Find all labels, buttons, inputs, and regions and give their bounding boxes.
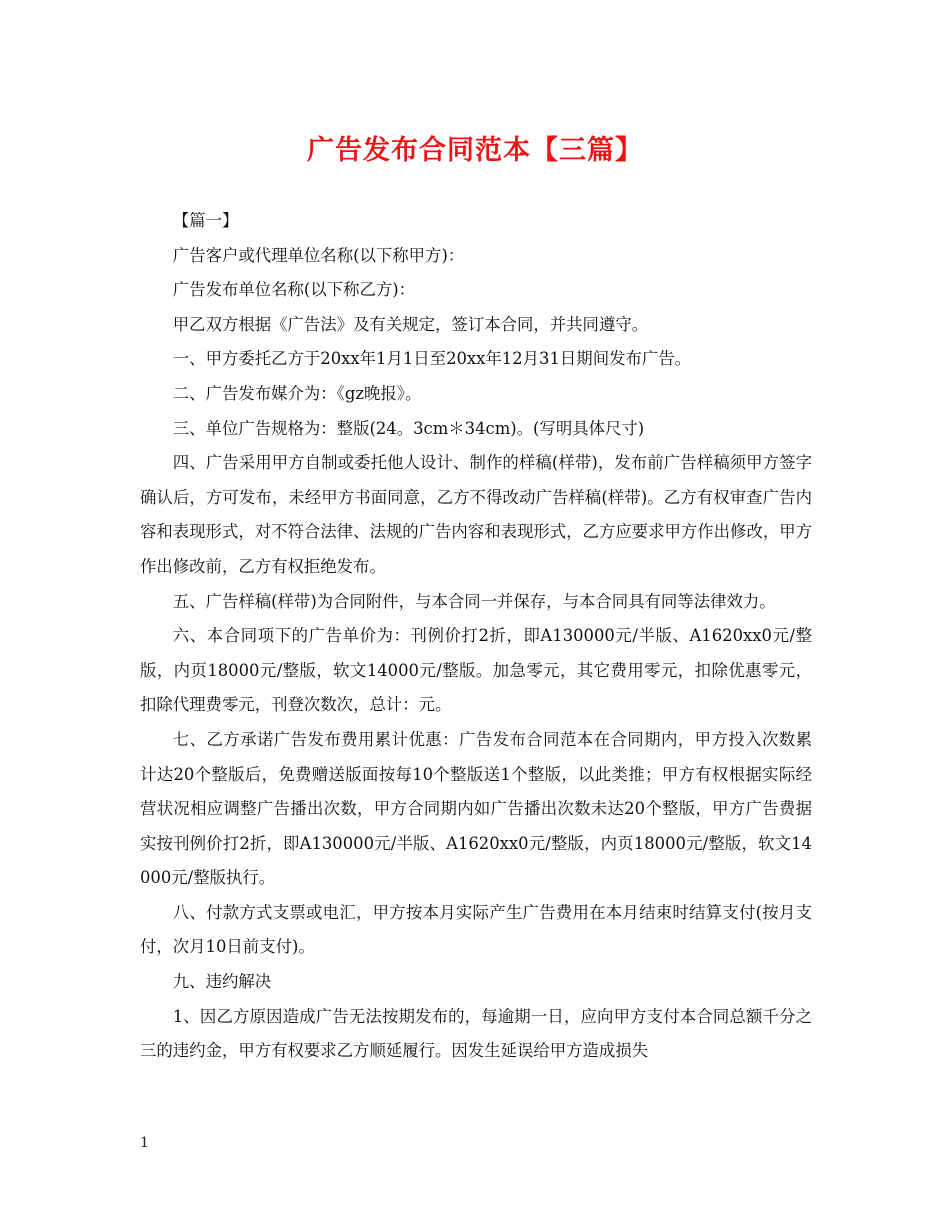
paragraph: 九、违约解决 [172, 972, 272, 992]
paragraph: 广告发布单位名称(以下称乙方)： [172, 280, 416, 300]
paragraph: 六、本合同项下的广告单价为：刊例价打2折，即A130000元/半版、A1620xx0元/整版，内页18000元/整版，软文14000元/整版。加急零元，其它费用零元，扣除优惠零元，扣除代理费零元，刊登次数次，总计：元。 [140, 626, 812, 715]
paragraph: 甲乙双方根据《广告法》及有关规定，签订本合同，并共同遵守。 [172, 314, 649, 334]
paragraph: 八、付款方式支票或电汇，甲方按本月实际产生广告费用在本月结束时结算支付(按月支付，次月10日前支付)。 [140, 902, 812, 957]
paragraph: 1、因乙方原因造成广告无法按期发布的，每逾期一日，应向甲方支付本合同总额千分之三的违约金，甲方有权要求乙方顺延履行。因发生延误给甲方造成损失 [140, 1006, 812, 1061]
section-heading: 【篇一】 [172, 211, 239, 230]
paragraph: 七、乙方承诺广告发布费用累计优惠：广告发布合同范本在合同期内，甲方投入次数累计达20个整版后，免费赠送版面按每10个整版送1个整版，以此类推；甲方有权根据实际经营状况相应调整广告播出次数，甲方合同期内如广告播出次数未达20个整版，甲方广告费据实按刊例价打2折，即A130000元/半版、A1620xx0元/整版，内页18000元/整版，软文14000元/整版执行。 [140, 729, 812, 888]
document-body [140, 204, 812, 1069]
page-number: 1 [140, 1135, 149, 1151]
paragraph: 三、单位广告规格为：整版(24。3cm＊34cm)。(写明具体尺寸) [172, 418, 645, 438]
paragraph: 广告客户或代理单位名称(以下称甲方)： [172, 245, 465, 265]
document-title: 广告发布合同范本【三篇】 [307, 135, 643, 166]
paragraph: 二、广告发布媒介为：《gz晚报》。 [172, 383, 422, 403]
paragraph: 五、广告样稿(样带)为合同附件，与本合同一并保存，与本合同具有同等法律效力。 [172, 591, 776, 611]
paragraph: 一、甲方委托乙方于20xx年1月1日至20xx年12月31日期间发布广告。 [172, 349, 692, 369]
paragraph: 四、广告采用甲方自制或委托他人设计、制作的样稿(样带)，发布前广告样稿须甲方签字确认后，方可发布，未经甲方书面同意，乙方不得改动广告样稿(样带)。乙方有权审查广告内容和表现形式，对不符合法律、法规的广告内容和表现形式，乙方应要求甲方作出修改，甲方作出修改前，乙方有权拒绝发布。 [140, 453, 813, 576]
